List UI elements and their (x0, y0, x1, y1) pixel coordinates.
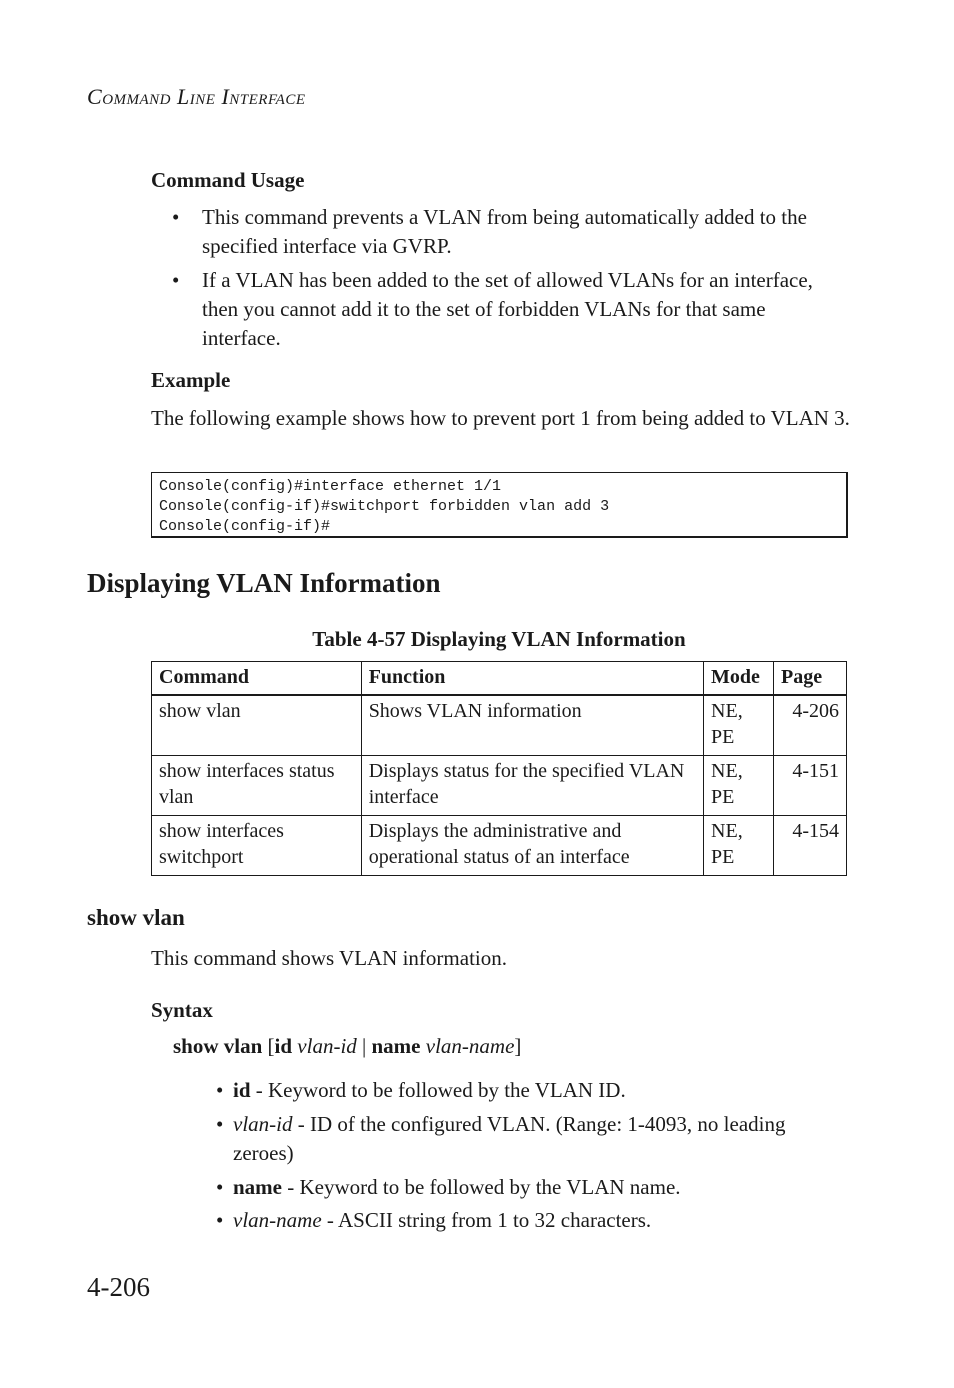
param-desc: - ID of the configured VLAN. (Range: 1-4093, no leading zeroes) (233, 1112, 786, 1165)
cell-function: Shows VLAN information (361, 695, 703, 756)
cell-command: show interfaces status vlan (152, 756, 362, 816)
param-term: id (233, 1078, 251, 1102)
section-title: Displaying VLAN Information (87, 568, 441, 598)
syntax-command: show vlan (173, 1034, 263, 1058)
column-header-page: Page (774, 662, 847, 696)
param-term: vlan-id (233, 1112, 293, 1136)
bullet-dot: • (172, 205, 180, 229)
param-desc: - Keyword to be followed by the VLAN name. (282, 1175, 681, 1199)
column-header-command: Command (152, 662, 362, 696)
code-example (151, 472, 848, 538)
running-header (87, 84, 306, 110)
cell-mode: NE, PE (704, 695, 774, 756)
cell-page: 4-206 (774, 695, 847, 756)
header-word: NTERFACE (229, 92, 306, 108)
syntax-separator: | (362, 1034, 367, 1058)
column-header-mode: Mode (704, 662, 774, 696)
table-row (152, 695, 847, 756)
cell-mode: NE, PE (704, 756, 774, 816)
column-header-function: Function (361, 662, 703, 696)
cell-page: 4-154 (774, 816, 847, 876)
header-letter: I (221, 84, 230, 109)
command-heading: show vlan (87, 905, 185, 930)
syntax-keyword: name (371, 1034, 421, 1058)
vlan-info-table (151, 661, 847, 876)
cell-command: show vlan (152, 695, 362, 756)
param-text (233, 1173, 848, 1202)
param-term: vlan-name (233, 1208, 322, 1232)
table-row (152, 756, 847, 816)
syntax-keyword: id (274, 1034, 293, 1058)
param-desc: - Keyword to be followed by the VLAN ID. (250, 1078, 626, 1102)
syntax-argument: vlan-name (425, 1034, 515, 1058)
cell-page: 4-151 (774, 756, 847, 816)
cell-function: Displays status for the specified VLAN interface (361, 756, 703, 816)
syntax-bracket: [ (267, 1034, 275, 1058)
header-letter: L (177, 84, 190, 109)
table-row (152, 816, 847, 876)
param-term: name (233, 1175, 282, 1199)
code-line: Console(config-if)#switchport forbidden vlan add 3 (159, 498, 610, 515)
syntax-bracket: ] (514, 1034, 522, 1058)
syntax-heading: Syntax (151, 998, 213, 1022)
table-caption: Table 4-57 Displaying VLAN Information (312, 627, 686, 651)
table-header-row (152, 662, 847, 696)
syntax-line (173, 1034, 521, 1059)
bullet-dot: • (216, 1208, 224, 1232)
cell-function: Displays the administrative and operational status of an interface (361, 816, 703, 876)
example-text: The following example shows how to prevent port 1 from being added to VLAN 3. (151, 406, 850, 430)
code-line: Console(config)#interface ethernet 1/1 (159, 478, 502, 495)
usage-bullet-text: This command prevents a VLAN from being automatically added to the specified interface via GVRP. (202, 205, 807, 258)
bullet-dot: • (172, 268, 180, 292)
cell-command: show interfaces switchport (152, 816, 362, 876)
page-number: 4-206 (87, 1272, 150, 1302)
param-text (233, 1110, 848, 1168)
cell-mode: NE, PE (704, 816, 774, 876)
bullet-dot: • (216, 1175, 224, 1199)
bullet-dot: • (216, 1078, 224, 1102)
header-word: INE (189, 92, 216, 108)
param-text (233, 1076, 848, 1105)
param-text (233, 1206, 848, 1235)
command-usage-heading: Command Usage (151, 168, 305, 192)
code-line: Console(config-if)# (159, 518, 331, 535)
bullet-dot: • (216, 1112, 224, 1136)
header-word: OMMAND (102, 92, 172, 108)
syntax-argument: vlan-id (297, 1034, 357, 1058)
header-letter: C (87, 84, 103, 109)
usage-bullet-text: If a VLAN has been added to the set of allowed VLANs for an interface, then you cannot add it to the set of forbidden VLANs for that same interface. (202, 268, 813, 350)
param-desc: - ASCII string from 1 to 32 characters. (321, 1208, 652, 1232)
command-description: This command shows VLAN information. (151, 946, 507, 970)
example-heading: Example (151, 368, 231, 392)
